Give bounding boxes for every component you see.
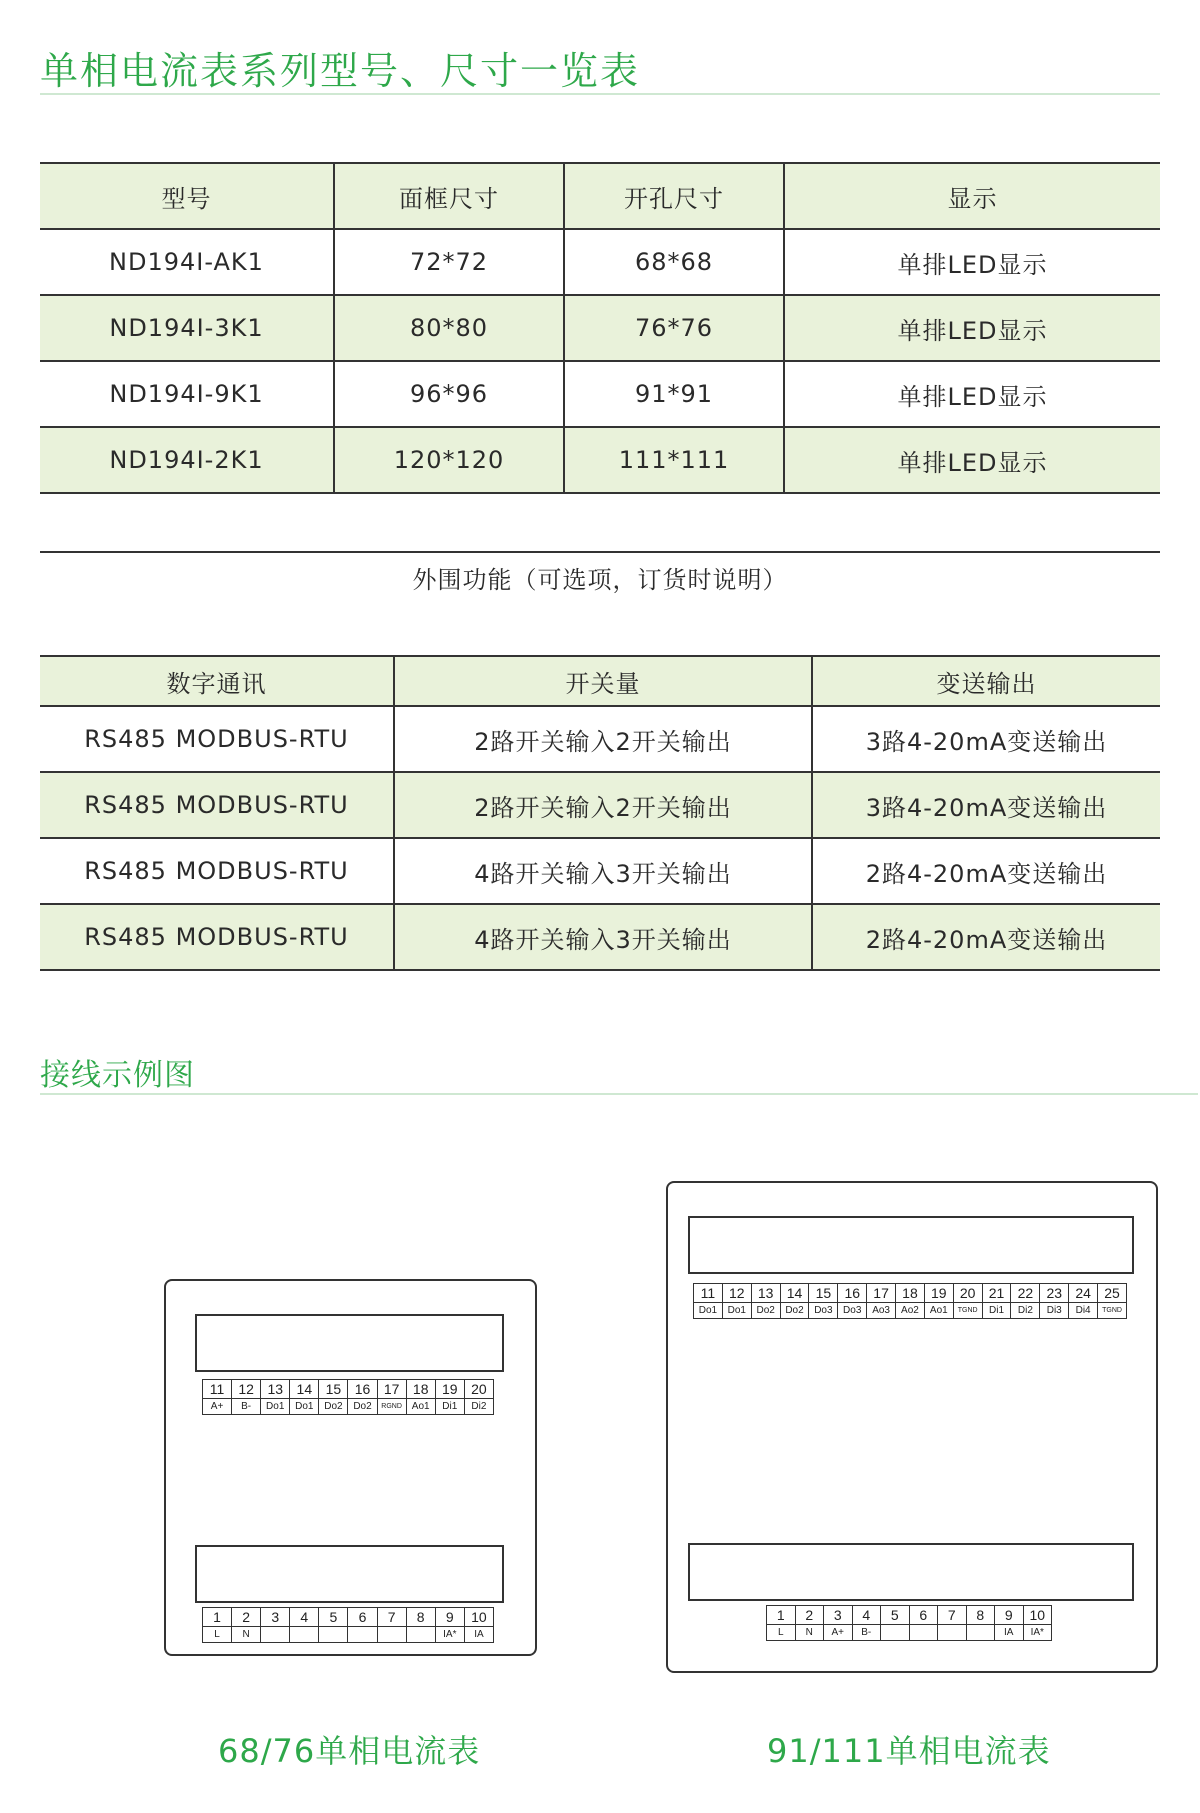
terminal-number-row	[767, 1606, 1052, 1625]
terminal-label: Do2	[319, 1399, 348, 1415]
terminal-label: Do1	[261, 1399, 290, 1415]
terminal-number: 12	[722, 1284, 751, 1303]
terminal-label: IA	[464, 1627, 493, 1643]
terminal-label-row	[203, 1627, 494, 1643]
terminal-number: 19	[924, 1284, 953, 1303]
terminal-number: 2	[232, 1608, 261, 1627]
terminal-number: 12	[232, 1380, 261, 1399]
terminal-label	[290, 1627, 319, 1643]
cell-frame-size: 72*72	[334, 229, 564, 295]
terminal-number: 6	[909, 1606, 938, 1625]
wiring-section-title: 接线示例图	[40, 1058, 195, 1093]
table-row	[40, 706, 1160, 772]
cell-switch-io: 4路开关输入3开关输出	[394, 838, 812, 904]
terminal-number: 8	[966, 1606, 995, 1625]
table-row	[40, 229, 1160, 295]
terminal-block-bottom	[766, 1605, 1052, 1641]
cell-digital-comm: RS485 MODBUS-RTU	[40, 706, 394, 772]
terminal-number: 4	[290, 1608, 319, 1627]
cell-display: 单排LED显示	[784, 229, 1160, 295]
table-row	[40, 904, 1160, 970]
terminal-number: 25	[1098, 1284, 1127, 1303]
terminal-number: 11	[694, 1284, 723, 1303]
terminal-block-bottom	[202, 1607, 494, 1643]
cell-digital-comm: RS485 MODBUS-RTU	[40, 772, 394, 838]
terminal-number: 9	[995, 1606, 1024, 1625]
terminal-label: Ao1	[406, 1399, 435, 1415]
terminal-block-top	[202, 1379, 494, 1415]
meter-caption-small: 68/76单相电流表	[218, 1732, 481, 1770]
terminal-label-row	[767, 1625, 1052, 1641]
terminal-number: 18	[896, 1284, 925, 1303]
terminal-label: Ao1	[924, 1303, 953, 1319]
terminal-label: Do2	[348, 1399, 377, 1415]
cell-display: 单排LED显示	[784, 361, 1160, 427]
terminal-label: Do2	[751, 1303, 780, 1319]
terminal-number: 14	[290, 1380, 319, 1399]
terminal-label: Di2	[1011, 1303, 1040, 1319]
terminal-number: 7	[377, 1608, 406, 1627]
cell-analog-output: 2路4-20mA变送输出	[812, 838, 1160, 904]
cell-switch-io: 2路开关输入2开关输出	[394, 772, 812, 838]
terminal-number: 8	[406, 1608, 435, 1627]
terminal-number: 7	[938, 1606, 967, 1625]
terminal-label: Di1	[435, 1399, 464, 1415]
cell-frame-size: 80*80	[334, 295, 564, 361]
meter-diagram-large	[666, 1181, 1158, 1673]
terminal-number: 21	[982, 1284, 1011, 1303]
terminal-number: 14	[780, 1284, 809, 1303]
header-cell-cutout-size: 开孔尺寸	[564, 163, 784, 229]
terminal-number: 11	[203, 1380, 232, 1399]
terminal-label: Ao2	[896, 1303, 925, 1319]
terminal-label: A+	[824, 1625, 853, 1641]
cell-cutout-size: 76*76	[564, 295, 784, 361]
terminal-cover-top	[688, 1216, 1134, 1274]
terminal-number: 18	[406, 1380, 435, 1399]
terminal-label: Di3	[1040, 1303, 1069, 1319]
terminal-label: Do1	[694, 1303, 723, 1319]
terminal-label: IA*	[1023, 1625, 1052, 1641]
terminal-label: B-	[852, 1625, 881, 1641]
terminal-label: Di1	[982, 1303, 1011, 1319]
terminal-label: N	[232, 1627, 261, 1643]
terminal-number: 20	[464, 1380, 493, 1399]
terminal-number: 3	[824, 1606, 853, 1625]
cell-display: 单排LED显示	[784, 427, 1160, 493]
terminal-number: 19	[435, 1380, 464, 1399]
terminal-number-row	[694, 1284, 1127, 1303]
terminal-number: 1	[203, 1608, 232, 1627]
terminal-number: 3	[261, 1608, 290, 1627]
terminal-number: 10	[1023, 1606, 1052, 1625]
terminal-label: TGND	[1098, 1303, 1127, 1319]
terminal-number: 13	[751, 1284, 780, 1303]
terminal-number: 5	[881, 1606, 910, 1625]
page-title: 单相电流表系列型号、尺寸一览表	[40, 49, 641, 93]
terminal-number: 15	[809, 1284, 838, 1303]
cell-switch-io: 2路开关输入2开关输出	[394, 706, 812, 772]
terminal-label: IA*	[435, 1627, 464, 1643]
cell-model: ND194I-9K1	[40, 361, 334, 427]
meter-diagram-small	[164, 1279, 537, 1656]
terminal-label	[348, 1627, 377, 1643]
terminal-label: B-	[232, 1399, 261, 1415]
terminal-label-row	[694, 1303, 1127, 1319]
terminal-label: L	[767, 1625, 796, 1641]
terminal-number: 17	[377, 1380, 406, 1399]
terminal-number: 4	[852, 1606, 881, 1625]
title-divider	[40, 93, 1160, 95]
cell-cutout-size: 68*68	[564, 229, 784, 295]
peripheral-divider	[40, 551, 1160, 553]
cell-digital-comm: RS485 MODBUS-RTU	[40, 904, 394, 970]
terminal-label: IA	[995, 1625, 1024, 1641]
cell-display: 单排LED显示	[784, 295, 1160, 361]
terminal-label: TGND	[953, 1303, 982, 1319]
cell-analog-output: 2路4-20mA变送输出	[812, 904, 1160, 970]
terminal-label	[377, 1627, 406, 1643]
meter-caption-large: 91/111单相电流表	[767, 1732, 1051, 1770]
cell-cutout-size: 91*91	[564, 361, 784, 427]
wiring-divider	[40, 1093, 1198, 1095]
terminal-label: Do2	[780, 1303, 809, 1319]
terminal-label: Do3	[809, 1303, 838, 1319]
terminal-label: Ao3	[867, 1303, 896, 1319]
terminal-number: 6	[348, 1608, 377, 1627]
header-cell-switch-io: 开关量	[394, 656, 812, 706]
cell-analog-output: 3路4-20mA变送输出	[812, 706, 1160, 772]
header-cell-digital-comm: 数字通讯	[40, 656, 394, 706]
peripheral-table	[40, 655, 1160, 971]
peripheral-title: 外围功能（可选项，订货时说明）	[412, 566, 788, 594]
terminal-label: Di2	[464, 1399, 493, 1415]
terminal-number-row	[203, 1608, 494, 1627]
header-cell-frame-size: 面框尺寸	[334, 163, 564, 229]
terminal-label: Di4	[1069, 1303, 1098, 1319]
terminal-number: 22	[1011, 1284, 1040, 1303]
terminal-label: Do1	[290, 1399, 319, 1415]
terminal-number: 2	[795, 1606, 824, 1625]
terminal-cover-bottom	[688, 1543, 1134, 1601]
terminal-label-row	[203, 1399, 494, 1415]
table-row	[40, 361, 1160, 427]
terminal-cover-bottom	[195, 1545, 504, 1603]
cell-frame-size: 96*96	[334, 361, 564, 427]
cell-analog-output: 3路4-20mA变送输出	[812, 772, 1160, 838]
terminal-number: 10	[464, 1608, 493, 1627]
spec-table-header-row	[40, 163, 1160, 229]
terminal-number: 9	[435, 1608, 464, 1627]
terminal-number: 24	[1069, 1284, 1098, 1303]
spec-table	[40, 162, 1160, 494]
cell-model: ND194I-AK1	[40, 229, 334, 295]
table-row	[40, 772, 1160, 838]
terminal-label	[909, 1625, 938, 1641]
terminal-label	[261, 1627, 290, 1643]
peripheral-table-header-row	[40, 656, 1160, 706]
table-row	[40, 295, 1160, 361]
terminal-number-row	[203, 1380, 494, 1399]
table-row	[40, 838, 1160, 904]
cell-frame-size: 120*120	[334, 427, 564, 493]
terminal-label: Do1	[722, 1303, 751, 1319]
terminal-number: 16	[838, 1284, 867, 1303]
terminal-number: 13	[261, 1380, 290, 1399]
terminal-label: L	[203, 1627, 232, 1643]
terminal-label	[966, 1625, 995, 1641]
cell-switch-io: 4路开关输入3开关输出	[394, 904, 812, 970]
terminal-cover-top	[195, 1314, 504, 1372]
cell-model: ND194I-3K1	[40, 295, 334, 361]
terminal-number: 23	[1040, 1284, 1069, 1303]
terminal-label	[881, 1625, 910, 1641]
cell-cutout-size: 111*111	[564, 427, 784, 493]
terminal-block-top	[693, 1283, 1127, 1319]
header-cell-analog-output: 变送输出	[812, 656, 1160, 706]
terminal-label	[938, 1625, 967, 1641]
terminal-label: RGND	[377, 1399, 406, 1415]
header-cell-model: 型号	[40, 163, 334, 229]
terminal-label: N	[795, 1625, 824, 1641]
terminal-number: 20	[953, 1284, 982, 1303]
terminal-number: 17	[867, 1284, 896, 1303]
header-cell-display: 显示	[784, 163, 1160, 229]
terminal-label	[406, 1627, 435, 1643]
terminal-label: Do3	[838, 1303, 867, 1319]
terminal-number: 5	[319, 1608, 348, 1627]
terminal-number: 16	[348, 1380, 377, 1399]
terminal-label	[319, 1627, 348, 1643]
table-row	[40, 427, 1160, 493]
cell-digital-comm: RS485 MODBUS-RTU	[40, 838, 394, 904]
terminal-label: A+	[203, 1399, 232, 1415]
terminal-number: 1	[767, 1606, 796, 1625]
cell-model: ND194I-2K1	[40, 427, 334, 493]
terminal-number: 15	[319, 1380, 348, 1399]
